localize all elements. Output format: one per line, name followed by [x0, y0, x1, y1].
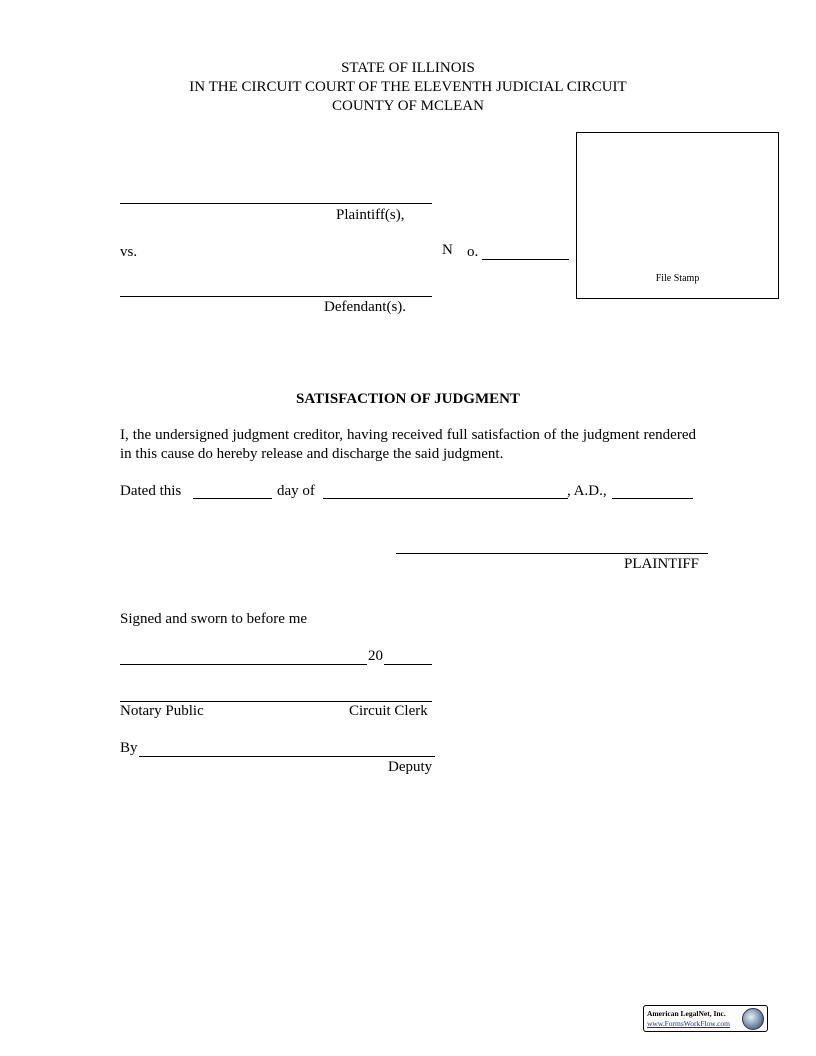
by-label: By: [120, 740, 138, 756]
plaintiff-signature-line[interactable]: [396, 553, 708, 554]
document-title: SATISFACTION OF JUDGMENT: [296, 391, 520, 407]
logo-website-link[interactable]: www.FormsWorkFlow.com: [647, 1019, 731, 1028]
case-number-label-n: N: [442, 242, 453, 258]
sworn-year-prefix: 20: [368, 648, 383, 664]
case-number-label-o: o.: [467, 244, 479, 260]
year-line[interactable]: [612, 498, 693, 499]
plaintiff-signature-label: PLAINTIFF: [624, 556, 700, 572]
court-state-heading: STATE OF ILLINOIS: [341, 60, 475, 76]
sworn-date-line[interactable]: [120, 664, 367, 665]
month-line[interactable]: [323, 498, 568, 499]
plaintiff-label: Plaintiff(s),: [336, 207, 405, 223]
file-stamp-label: File Stamp: [655, 273, 700, 284]
deputy-label: Deputy: [388, 759, 433, 775]
release-paragraph: I, the undersigned judgment creditor, having received full satisfaction of the judgment rendered in this cause do hereby release and discharge the said judgment.: [120, 427, 696, 462]
defendant-label: Defendant(s).: [324, 299, 407, 315]
plaintiff-name-line[interactable]: [120, 203, 432, 204]
signed-sworn-label: Signed and sworn to before me: [120, 611, 308, 627]
notary-signature-line[interactable]: [120, 701, 432, 702]
anno-domini-label: , A.D.,: [567, 483, 607, 499]
case-number-line[interactable]: [482, 259, 569, 260]
court-circuit-heading: IN THE CIRCUIT COURT OF THE ELEVENTH JUDICIAL CIRCUIT: [189, 79, 627, 95]
dated-this-label: Dated this: [120, 483, 182, 499]
forms-workflow-logo[interactable]: [643, 1005, 768, 1032]
logo-company-name: American LegalNet, Inc.: [647, 1009, 726, 1018]
circuit-clerk-label: Circuit Clerk: [349, 703, 428, 719]
day-of-label: day of: [277, 483, 315, 499]
versus-label: vs.: [120, 244, 138, 260]
globe-icon: [742, 1008, 764, 1030]
court-county-heading: COUNTY OF MCLEAN: [332, 98, 484, 114]
deputy-signature-line[interactable]: [139, 756, 435, 757]
day-line[interactable]: [193, 498, 272, 499]
sworn-year-line[interactable]: [384, 664, 432, 665]
notary-public-label: Notary Public: [120, 703, 204, 719]
defendant-name-line[interactable]: [120, 296, 432, 297]
file-stamp-box: [576, 132, 779, 299]
